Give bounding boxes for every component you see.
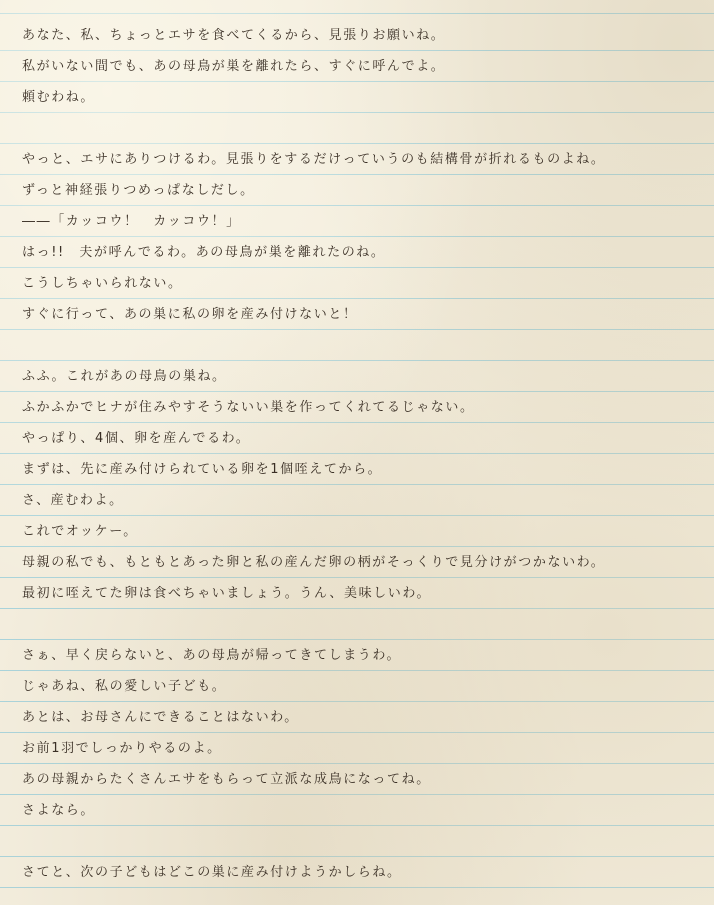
text-line: あの母親からたくさんエサをもらって立派な成鳥になってね。 xyxy=(22,772,431,787)
text-line xyxy=(22,113,702,144)
text-line: ずっと神経張りつめっぱなしだし。 xyxy=(22,183,255,198)
text-line: 母親の私でも、もともとあった卵と私の産んだ卵の柄がそっくりで見分けがつかないわ。 xyxy=(22,555,606,570)
text-line: 私がいない間でも、あの母鳥が巣を離れたら、すぐに呼んでよ。 xyxy=(22,59,446,74)
text-line xyxy=(22,609,702,640)
text-line: ふかふかでヒナが住みやすそうないい巣を作ってくれてるじゃない。 xyxy=(22,400,475,415)
text-lines xyxy=(22,20,702,888)
text-line xyxy=(22,330,702,361)
text-line: まずは、先に産み付けられている卵を1個咥えてから。 xyxy=(22,462,383,477)
text-line: やっと、エサにありつけるわ。見張りをするだけっていうのも結構骨が折れるものよね。 xyxy=(22,152,606,167)
text-line: こうしちゃいられない。 xyxy=(22,276,183,291)
text-line: さよなら。 xyxy=(22,803,96,818)
text-line: 最初に咥えてた卵は食べちゃいましょう。うん、美味しいわ。 xyxy=(22,586,432,601)
text-line: あとは、お母さんにできることはないわ。 xyxy=(22,710,299,725)
text-line: ふふ。これがあの母鳥の巣ね。 xyxy=(22,369,227,384)
text-line: 頼むわね。 xyxy=(22,90,96,105)
text-line: すぐに行って、あの巣に私の卵を産み付けないと！ xyxy=(22,307,358,322)
text-line: お前1羽でしっかりやるのよ。 xyxy=(22,741,222,756)
text-line: あなた、私、ちょっとエサを食べてくるから、見張りお願いね。 xyxy=(22,28,446,43)
text-line: さぁ、早く戻らないと、あの母鳥が帰ってきてしまうわ。 xyxy=(22,648,402,663)
text-line: さ、産むわよ。 xyxy=(22,493,124,508)
text-line: じゃあね、私の愛しい子ども。 xyxy=(22,679,227,694)
text-line: ――「カッコウ！ カッコウ！」 xyxy=(22,214,241,229)
text-line xyxy=(22,826,702,857)
text-line: さてと、次の子どもはどこの巣に産み付けようかしらね。 xyxy=(22,865,402,880)
text-line: これでオッケー。 xyxy=(22,524,138,539)
text-line: はっ!! 夫が呼んでるわ。あの母鳥が巣を離れたのね。 xyxy=(22,245,386,260)
text-line: やっぱり、4個、卵を産んでるわ。 xyxy=(22,431,251,446)
